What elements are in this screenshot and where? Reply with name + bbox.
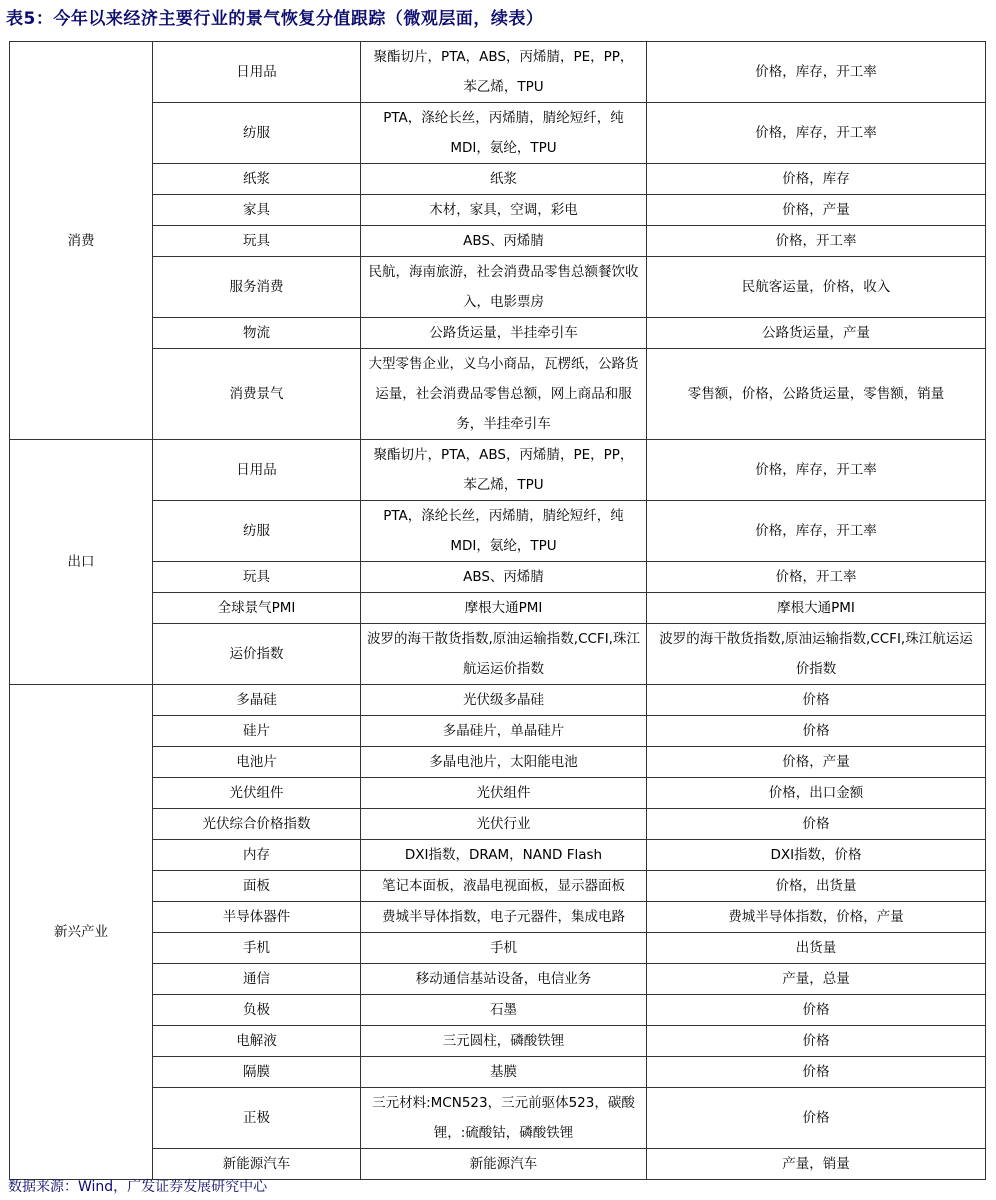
item-cell: 新能源汽车 bbox=[153, 1149, 361, 1180]
item-cell: 玩具 bbox=[153, 562, 361, 593]
metric-cell: 公路货运量，产量 bbox=[647, 318, 986, 349]
metric-cell: 价格，产量 bbox=[647, 747, 986, 778]
item-cell: 日用品 bbox=[153, 42, 361, 103]
item-cell: 玩具 bbox=[153, 226, 361, 257]
indicator-cell: 多晶硅片，单晶硅片 bbox=[361, 716, 647, 747]
item-cell: 内存 bbox=[153, 840, 361, 871]
table-row bbox=[10, 1057, 986, 1088]
item-cell: 正极 bbox=[153, 1088, 361, 1149]
indicator-cell: DXI指数，DRAM，NAND Flash bbox=[361, 840, 647, 871]
indicator-cell: 公路货运量，半挂牵引车 bbox=[361, 318, 647, 349]
table-body bbox=[10, 42, 986, 1180]
indicator-cell: 民航，海南旅游，社会消费品零售总额餐饮收入，电影票房 bbox=[361, 257, 647, 318]
table-row bbox=[10, 778, 986, 809]
metric-cell: 波罗的海干散货指数,原油运输指数,CCFI,珠江航运运价指数 bbox=[647, 624, 986, 685]
item-cell: 光伏组件 bbox=[153, 778, 361, 809]
table-row bbox=[10, 164, 986, 195]
indicator-cell: 纸浆 bbox=[361, 164, 647, 195]
indicator-cell: 新能源汽车 bbox=[361, 1149, 647, 1180]
item-cell: 手机 bbox=[153, 933, 361, 964]
table-title: 表5：今年以来经济主要行业的景气恢复分值跟踪（微观层面，续表） bbox=[6, 9, 544, 29]
indicator-cell: 波罗的海干散货指数,原油运输指数,CCFI,珠江航运运价指数 bbox=[361, 624, 647, 685]
indicator-cell: 手机 bbox=[361, 933, 647, 964]
table-row bbox=[10, 1149, 986, 1180]
metric-cell: 价格，出口金额 bbox=[647, 778, 986, 809]
metric-cell: 价格 bbox=[647, 809, 986, 840]
metric-cell: 价格 bbox=[647, 995, 986, 1026]
indicator-cell: 大型零售企业，义乌小商品，瓦楞纸，公路货运量，社会消费品零售总额，网上商品和服务，半挂牵引车 bbox=[361, 349, 647, 440]
table-row bbox=[10, 440, 986, 501]
item-cell: 多晶硅 bbox=[153, 685, 361, 716]
indicator-cell: 光伏行业 bbox=[361, 809, 647, 840]
table-row bbox=[10, 318, 986, 349]
metric-cell: DXI指数，价格 bbox=[647, 840, 986, 871]
table-row bbox=[10, 995, 986, 1026]
item-cell: 纸浆 bbox=[153, 164, 361, 195]
item-cell: 日用品 bbox=[153, 440, 361, 501]
indicator-cell: 三元圆柱，磷酸铁锂 bbox=[361, 1026, 647, 1057]
table-row bbox=[10, 933, 986, 964]
indicator-cell: 光伏组件 bbox=[361, 778, 647, 809]
item-cell: 光伏综合价格指数 bbox=[153, 809, 361, 840]
indicator-cell: ABS、丙烯腈 bbox=[361, 562, 647, 593]
table-row bbox=[10, 716, 986, 747]
metric-cell: 价格 bbox=[647, 1026, 986, 1057]
indicator-cell: 移动通信基站设备，电信业务 bbox=[361, 964, 647, 995]
indicator-cell: ABS、丙烯腈 bbox=[361, 226, 647, 257]
table-row bbox=[10, 809, 986, 840]
table-row bbox=[10, 349, 986, 440]
item-cell: 负极 bbox=[153, 995, 361, 1026]
table-row bbox=[10, 42, 986, 103]
table-row bbox=[10, 257, 986, 318]
table-row bbox=[10, 562, 986, 593]
table-row bbox=[10, 226, 986, 257]
table-row bbox=[10, 501, 986, 562]
tracking-table bbox=[9, 41, 986, 1180]
indicator-cell: 光伏级多晶硅 bbox=[361, 685, 647, 716]
category-cell: 新兴产业 bbox=[10, 685, 153, 1180]
metric-cell: 民航客运量，价格，收入 bbox=[647, 257, 986, 318]
metric-cell: 产量，销量 bbox=[647, 1149, 986, 1180]
indicator-cell: 木材，家具，空调，彩电 bbox=[361, 195, 647, 226]
item-cell: 消费景气 bbox=[153, 349, 361, 440]
indicator-cell: 基膜 bbox=[361, 1057, 647, 1088]
metric-cell: 价格，库存，开工率 bbox=[647, 501, 986, 562]
table-row bbox=[10, 840, 986, 871]
table-row bbox=[10, 1026, 986, 1057]
table-row bbox=[10, 624, 986, 685]
metric-cell: 价格，库存，开工率 bbox=[647, 42, 986, 103]
metric-cell: 价格，出货量 bbox=[647, 871, 986, 902]
metric-cell: 费城半导体指数，价格，产量 bbox=[647, 902, 986, 933]
table-row bbox=[10, 902, 986, 933]
indicator-cell: 聚酯切片，PTA，ABS，丙烯腈，PE，PP，苯乙烯，TPU bbox=[361, 42, 647, 103]
item-cell: 运价指数 bbox=[153, 624, 361, 685]
item-cell: 物流 bbox=[153, 318, 361, 349]
table-row bbox=[10, 685, 986, 716]
category-cell: 消费 bbox=[10, 42, 153, 440]
item-cell: 硅片 bbox=[153, 716, 361, 747]
indicator-cell: 多晶电池片，太阳能电池 bbox=[361, 747, 647, 778]
item-cell: 半导体器件 bbox=[153, 902, 361, 933]
item-cell: 服务消费 bbox=[153, 257, 361, 318]
metric-cell: 价格，库存，开工率 bbox=[647, 440, 986, 501]
source-note: 数据来源：Wind，广发证券发展研究中心 bbox=[8, 1179, 268, 1195]
indicator-cell: 笔记本面板，液晶电视面板，显示器面板 bbox=[361, 871, 647, 902]
indicator-cell: PTA，涤纶长丝，丙烯腈，腈纶短纤，纯MDI，氨纶，TPU bbox=[361, 103, 647, 164]
item-cell: 纺服 bbox=[153, 501, 361, 562]
indicator-cell: PTA，涤纶长丝，丙烯腈，腈纶短纤，纯MDI，氨纶，TPU bbox=[361, 501, 647, 562]
metric-cell: 价格，开工率 bbox=[647, 226, 986, 257]
item-cell: 家具 bbox=[153, 195, 361, 226]
indicator-cell: 三元材料:MCN523，三元前驱体523，碳酸锂，:硫酸钴，磷酸铁锂 bbox=[361, 1088, 647, 1149]
table-row bbox=[10, 871, 986, 902]
item-cell: 全球景气PMI bbox=[153, 593, 361, 624]
metric-cell: 价格 bbox=[647, 1057, 986, 1088]
metric-cell: 出货量 bbox=[647, 933, 986, 964]
metric-cell: 零售额，价格，公路货运量，零售额，销量 bbox=[647, 349, 986, 440]
item-cell: 纺服 bbox=[153, 103, 361, 164]
table-row bbox=[10, 964, 986, 995]
metric-cell: 价格，库存 bbox=[647, 164, 986, 195]
indicator-cell: 费城半导体指数，电子元器件，集成电路 bbox=[361, 902, 647, 933]
metric-cell: 价格，库存，开工率 bbox=[647, 103, 986, 164]
indicator-cell: 聚酯切片，PTA，ABS，丙烯腈，PE，PP，苯乙烯，TPU bbox=[361, 440, 647, 501]
item-cell: 隔膜 bbox=[153, 1057, 361, 1088]
table-row bbox=[10, 195, 986, 226]
item-cell: 通信 bbox=[153, 964, 361, 995]
metric-cell: 价格 bbox=[647, 1088, 986, 1149]
metric-cell: 产量，总量 bbox=[647, 964, 986, 995]
table-row bbox=[10, 1088, 986, 1149]
table-row bbox=[10, 747, 986, 778]
metric-cell: 摩根大通PMI bbox=[647, 593, 986, 624]
item-cell: 电解液 bbox=[153, 1026, 361, 1057]
metric-cell: 价格 bbox=[647, 685, 986, 716]
metric-cell: 价格，开工率 bbox=[647, 562, 986, 593]
category-cell: 出口 bbox=[10, 440, 153, 685]
table-row bbox=[10, 103, 986, 164]
indicator-cell: 石墨 bbox=[361, 995, 647, 1026]
table-row bbox=[10, 593, 986, 624]
item-cell: 电池片 bbox=[153, 747, 361, 778]
metric-cell: 价格 bbox=[647, 716, 986, 747]
item-cell: 面板 bbox=[153, 871, 361, 902]
indicator-cell: 摩根大通PMI bbox=[361, 593, 647, 624]
metric-cell: 价格，产量 bbox=[647, 195, 986, 226]
